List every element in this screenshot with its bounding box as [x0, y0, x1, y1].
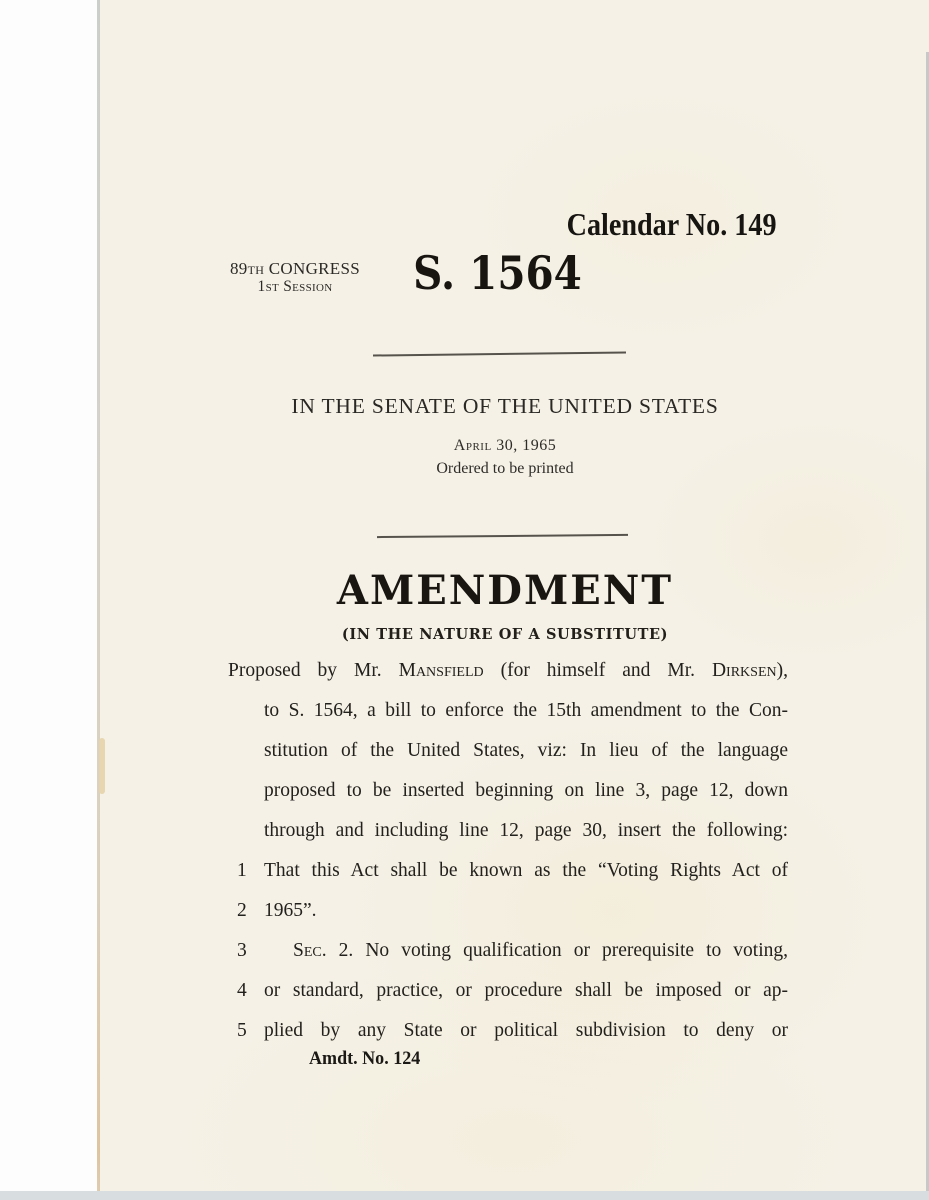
binding-crease: [97, 0, 100, 1200]
bill-line: [228, 940, 788, 970]
order-line: Ordered to be printed: [436, 460, 574, 477]
line-text: Sec. 2. No voting qualification or prerequisite to voting,: [293, 940, 788, 961]
line-number: 1: [237, 860, 247, 881]
date-line: April 30, 1965: [453, 437, 557, 454]
chamber-caption: IN THE SENATE OF THE UNITED STATES: [291, 394, 719, 418]
amendment-footer-number: Amdt. No. 124: [309, 1048, 421, 1069]
calendar-number: Calendar No. 149: [567, 206, 777, 242]
bill-line: [228, 1020, 788, 1050]
line-text: That this Act shall be known as the “Voting Rights Act of: [264, 860, 788, 881]
amendment-subtitle: (IN THE NATURE OF A SUBSTITUTE): [341, 626, 669, 643]
line-text: plied by any State or political subdivision to deny or: [264, 1020, 788, 1041]
amendment-title: AMENDMENT: [336, 567, 674, 614]
line-number: 3: [237, 940, 247, 961]
line-number: 4: [237, 980, 247, 1001]
preamble-line: proposed to be inserted beginning on line 3, page 12, down: [264, 780, 788, 801]
bill-line: [228, 900, 788, 930]
congress-line: 89th CONGRESS: [230, 259, 360, 278]
sponsor-name: Dirksen: [711, 660, 777, 681]
bill-line: [228, 980, 788, 1010]
bill-line: [228, 860, 788, 890]
sponsor-name: Mansfield: [398, 660, 484, 681]
section-label: Sec.: [293, 940, 327, 961]
line-text: or standard, practice, or procedure shall be imposed or ap-: [264, 980, 788, 1001]
preamble-line: stitution of the United States, viz: In lieu of the language: [264, 740, 788, 761]
line-text: 1965”.: [264, 900, 317, 921]
preamble-line: through and including line 12, page 30, insert the following:: [264, 820, 788, 841]
session-line: 1st Session: [257, 278, 333, 296]
crease-mark: [99, 738, 105, 794]
line-number: 5: [237, 1020, 247, 1041]
congress-session-block: [200, 259, 390, 295]
bill-number: S. 1564: [413, 246, 582, 300]
line-number: 2: [237, 900, 247, 921]
preamble-line: to S. 1564, a bill to enforce the 15th amendment to the Con-: [264, 700, 788, 721]
scan-edge-bottom: [0, 1191, 929, 1200]
preamble-intro-line: Proposed by Mr. Mansfield (for himself and Mr. Dirksen),: [228, 660, 788, 681]
